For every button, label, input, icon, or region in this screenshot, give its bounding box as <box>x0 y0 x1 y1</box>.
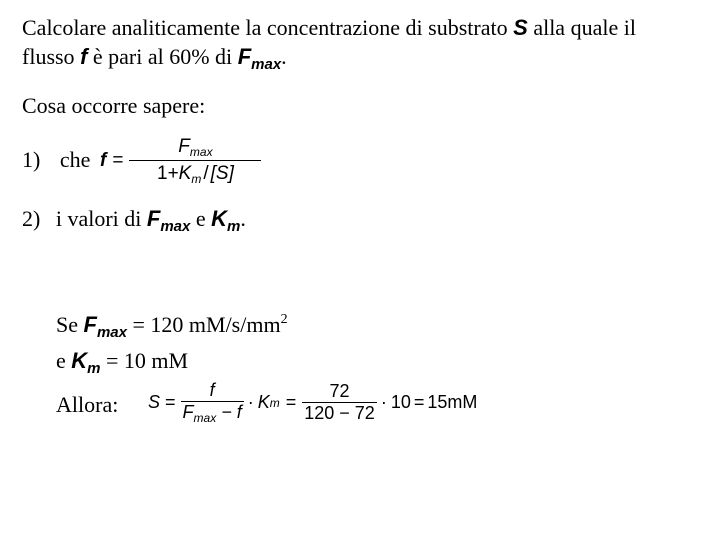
result-frac1-num: f <box>209 380 215 400</box>
flux-formula-den-plus: + <box>167 163 179 184</box>
item-2-end: . <box>240 206 246 231</box>
result-eq1: = <box>165 392 176 412</box>
flux-formula-den-one: 1 <box>156 163 168 184</box>
result-fraction-2 <box>302 381 377 424</box>
requirement-item-1 <box>22 147 90 173</box>
result-eq3: = <box>413 392 425 412</box>
requirements-heading: Cosa occorre sapere: <box>22 93 206 118</box>
result-frac1-den-sub: max <box>193 411 217 425</box>
result-lhs: S <box>148 392 161 412</box>
intro-text-2: flusso <box>22 44 81 69</box>
requirement-item-2 <box>22 206 246 240</box>
flux-formula-den-Ksub: m <box>191 172 202 186</box>
given-fmax-sub: max <box>96 324 127 341</box>
flux-formula <box>100 136 261 186</box>
item-2-number: 2) <box>22 206 41 231</box>
result-label: Allora: <box>56 392 119 417</box>
flux-formula-den-slash: / <box>203 163 209 184</box>
item-2-text: i valori di <box>55 206 147 231</box>
item-1-text: che <box>59 147 91 172</box>
intro-tail: alla quale il <box>527 15 636 40</box>
problem-statement-line-2 <box>22 44 287 78</box>
given-fmax-prefix: Se <box>56 312 84 337</box>
result-ten: 10 <box>390 392 411 412</box>
result-frac1-den-F: F <box>182 402 194 422</box>
result-frac2-num: 72 <box>329 381 350 401</box>
flux-formula-lhs: f <box>100 150 107 171</box>
item-2-km: K <box>211 206 228 231</box>
fmax-subscript: max <box>251 56 282 73</box>
intro-mid: è pari al 60% di <box>87 44 238 69</box>
problem-statement-line-1 <box>22 15 636 41</box>
result-dot2: · <box>380 392 387 412</box>
result-dot1: · <box>247 392 254 412</box>
given-fmax-exp: 2 <box>280 312 288 327</box>
result-frac2-den: 120 − 72 <box>304 403 375 423</box>
result-fraction-1 <box>181 380 244 425</box>
substrate-symbol: S <box>513 15 528 40</box>
result-Ksub: m <box>269 395 280 410</box>
flux-symbol: f <box>80 44 88 69</box>
intro-end: . <box>281 44 287 69</box>
result-formula <box>148 380 477 425</box>
given-km-prefix: e <box>56 348 72 373</box>
flux-formula-num-F: F <box>178 136 190 157</box>
given-fmax-line <box>56 307 288 346</box>
flux-formula-num-sub: max <box>189 145 213 159</box>
given-km-line <box>56 348 188 382</box>
item-2-km-sub: m <box>227 218 241 235</box>
item-1-number: 1) <box>22 147 41 172</box>
result-eq2: = <box>285 392 297 412</box>
given-fmax-value: = 120 mM/s/mm <box>126 312 281 337</box>
given-km-symbol: K <box>71 348 88 373</box>
intro-text: Calcolare analiticamente la concentrazione di substrato <box>22 15 514 40</box>
result-frac1-den-tail: − f <box>216 402 242 422</box>
fmax-symbol: F <box>237 44 252 69</box>
flux-formula-fraction <box>129 136 261 186</box>
result-answer: 15mM <box>427 392 478 412</box>
item-2-and: e <box>190 206 212 231</box>
given-km-sub: m <box>87 360 101 377</box>
item-2-fmax: F <box>146 206 161 231</box>
flux-formula-den-S: [S] <box>210 163 234 184</box>
result-K: K <box>257 392 270 412</box>
given-fmax-symbol: F <box>83 312 97 337</box>
given-km-value: = 10 mM <box>100 348 189 373</box>
flux-formula-equals: = <box>112 150 124 171</box>
item-2-fmax-sub: max <box>160 218 191 235</box>
flux-formula-den-K: K <box>178 163 192 184</box>
